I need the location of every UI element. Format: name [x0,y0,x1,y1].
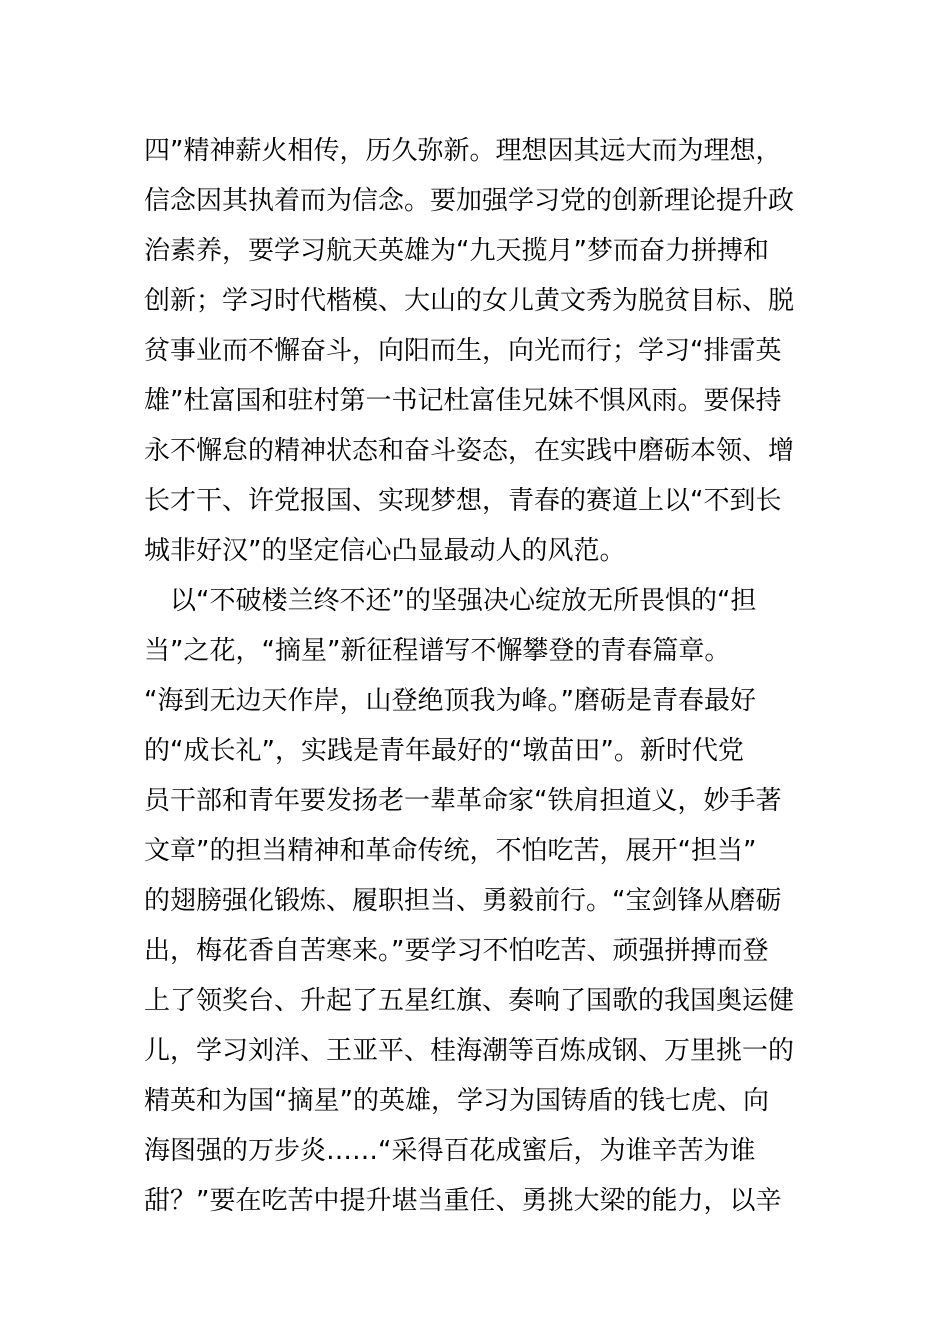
text-line: 的翅膀强化锻炼、履职担当、勇毅前行。“宝剑锋从磨砺 [144,886,782,916]
text-line: 城非好汉”的坚定信心凸显最动人的风范。 [144,536,626,566]
text-line: 儿，学习刘洋、王亚平、桂海潮等百炼成钢、万里挑一的 [144,1036,795,1066]
text-line: 四”精神薪火相传，历久弥新。理想因其远大而为理想， [144,136,782,166]
text-line: 精英和为国“摘星”的英雄，学习为国铸盾的钱七虎、向 [144,1086,769,1116]
text-line: 海图强的万步炎……“采得百花成蜜后，为谁辛苦为谁 [144,1136,756,1166]
text-line: “海到无边天作岸，山登绝顶我为峰。”磨砺是青春最好 [144,686,756,716]
text-line: 创新；学习时代楷模、大山的女儿黄文秀为脱贫目标、脱 [144,286,795,316]
text-line: 甜？”要在吃苦中提升堪当重任、勇挑大梁的能力，以辛 [144,1186,782,1216]
text-line: 长才干、许党报国、实现梦想，青春的赛道上以“不到长 [144,486,782,516]
text-line: 以“不破楼兰终不还”的坚强决心绽放无所畏惧的“担 [144,586,757,616]
text-line: 的“成长礼”，实践是青年最好的“墩苗田”。新时代党 [144,736,744,766]
text-line: 文章”的担当精神和革命传统，不怕吃苦，展开“担当” [144,836,757,866]
text-line: 员干部和青年要发扬老一辈革命家“铁肩担道义，妙手著 [144,786,782,816]
text-line: 治素养，要学习航天英雄为“九天揽月”梦而奋力拼搏和 [144,236,769,266]
text-line: 永不懈怠的精神状态和奋斗姿态，在实践中磨砺本领、增 [144,436,795,466]
text-line: 上了领奖台、升起了五星红旗、奏响了国歌的我国奥运健 [144,986,795,1016]
body-text [144,126,814,1226]
text-line: 雄”杜富国和驻村第一书记杜富佳兄妹不惧风雨。要保持 [144,386,782,416]
text-line: 当”之花，“摘星”新征程谱写不懈攀登的青春篇章。 [144,636,731,666]
text-line: 贫事业而不懈奋斗，向阳而生，向光而行；学习“排雷英 [144,336,782,366]
text-line: 出，梅花香自苦寒来。”要学习不怕吃苦、顽强拼搏而登 [144,936,769,966]
text-line: 信念因其执着而为信念。要加强学习党的创新理论提升政 [144,186,795,216]
